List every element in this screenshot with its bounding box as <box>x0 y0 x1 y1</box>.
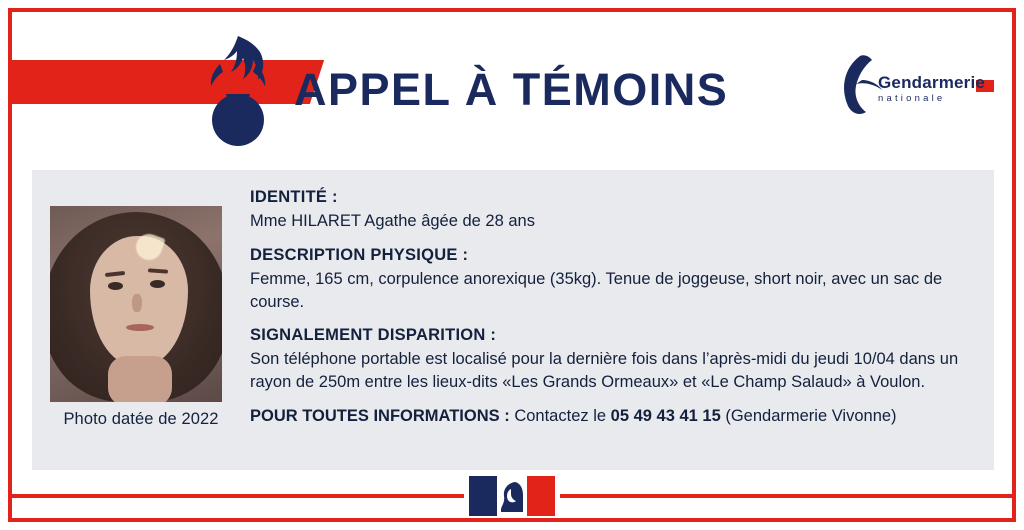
section-label: DESCRIPTION PHYSIQUE : <box>250 245 469 264</box>
section-value: Femme, 165 cm, corpulence anorexique (35kg). Tenue de joggeuse, short noir, avec un sac de course. <box>250 269 943 311</box>
section-value: Son téléphone portable est localisé pour la dernière fois dans l’après-midi du jeudi 10/04 dans un rayon de 250m entre les lieux-dits «Les Grands Ormeaux» et «Le Champ Salaud» à Voulon. <box>250 350 959 392</box>
contact-label: POUR TOUTES INFORMATIONS : <box>250 406 510 425</box>
section-value: Mme HILARET Agathe âgée de 28 ans <box>250 212 535 230</box>
section-label: IDENTITÉ : <box>250 188 338 206</box>
missing-person-photo <box>50 206 222 402</box>
marianne-tricolor-icon <box>464 474 560 518</box>
poster-content-panel <box>32 170 994 470</box>
section-signalement-disparition <box>250 326 972 394</box>
section-description-physique <box>250 246 972 314</box>
page-title: APPEL À TÉMOINS <box>294 64 729 115</box>
details-column <box>250 188 972 426</box>
contact-unit: (Gendarmerie Vivonne) <box>725 406 897 425</box>
section-label: SIGNALEMENT DISPARITION : <box>250 326 497 345</box>
gendarmerie-logo-text <box>878 74 998 104</box>
flaming-grenade-icon <box>190 34 286 152</box>
contact-phone: 05 49 43 41 15 <box>610 406 721 425</box>
logo-name: Gendarmerie <box>878 73 986 92</box>
poster-footer <box>12 474 1012 518</box>
photo-caption: Photo datée de 2022 <box>63 410 219 428</box>
photo-column <box>50 206 232 429</box>
logo-subtitle: nationale <box>878 93 946 104</box>
section-identite <box>250 188 972 233</box>
contact-line <box>250 407 972 426</box>
poster-header <box>12 12 1012 154</box>
contact-instruction: Contactez le <box>514 406 607 425</box>
